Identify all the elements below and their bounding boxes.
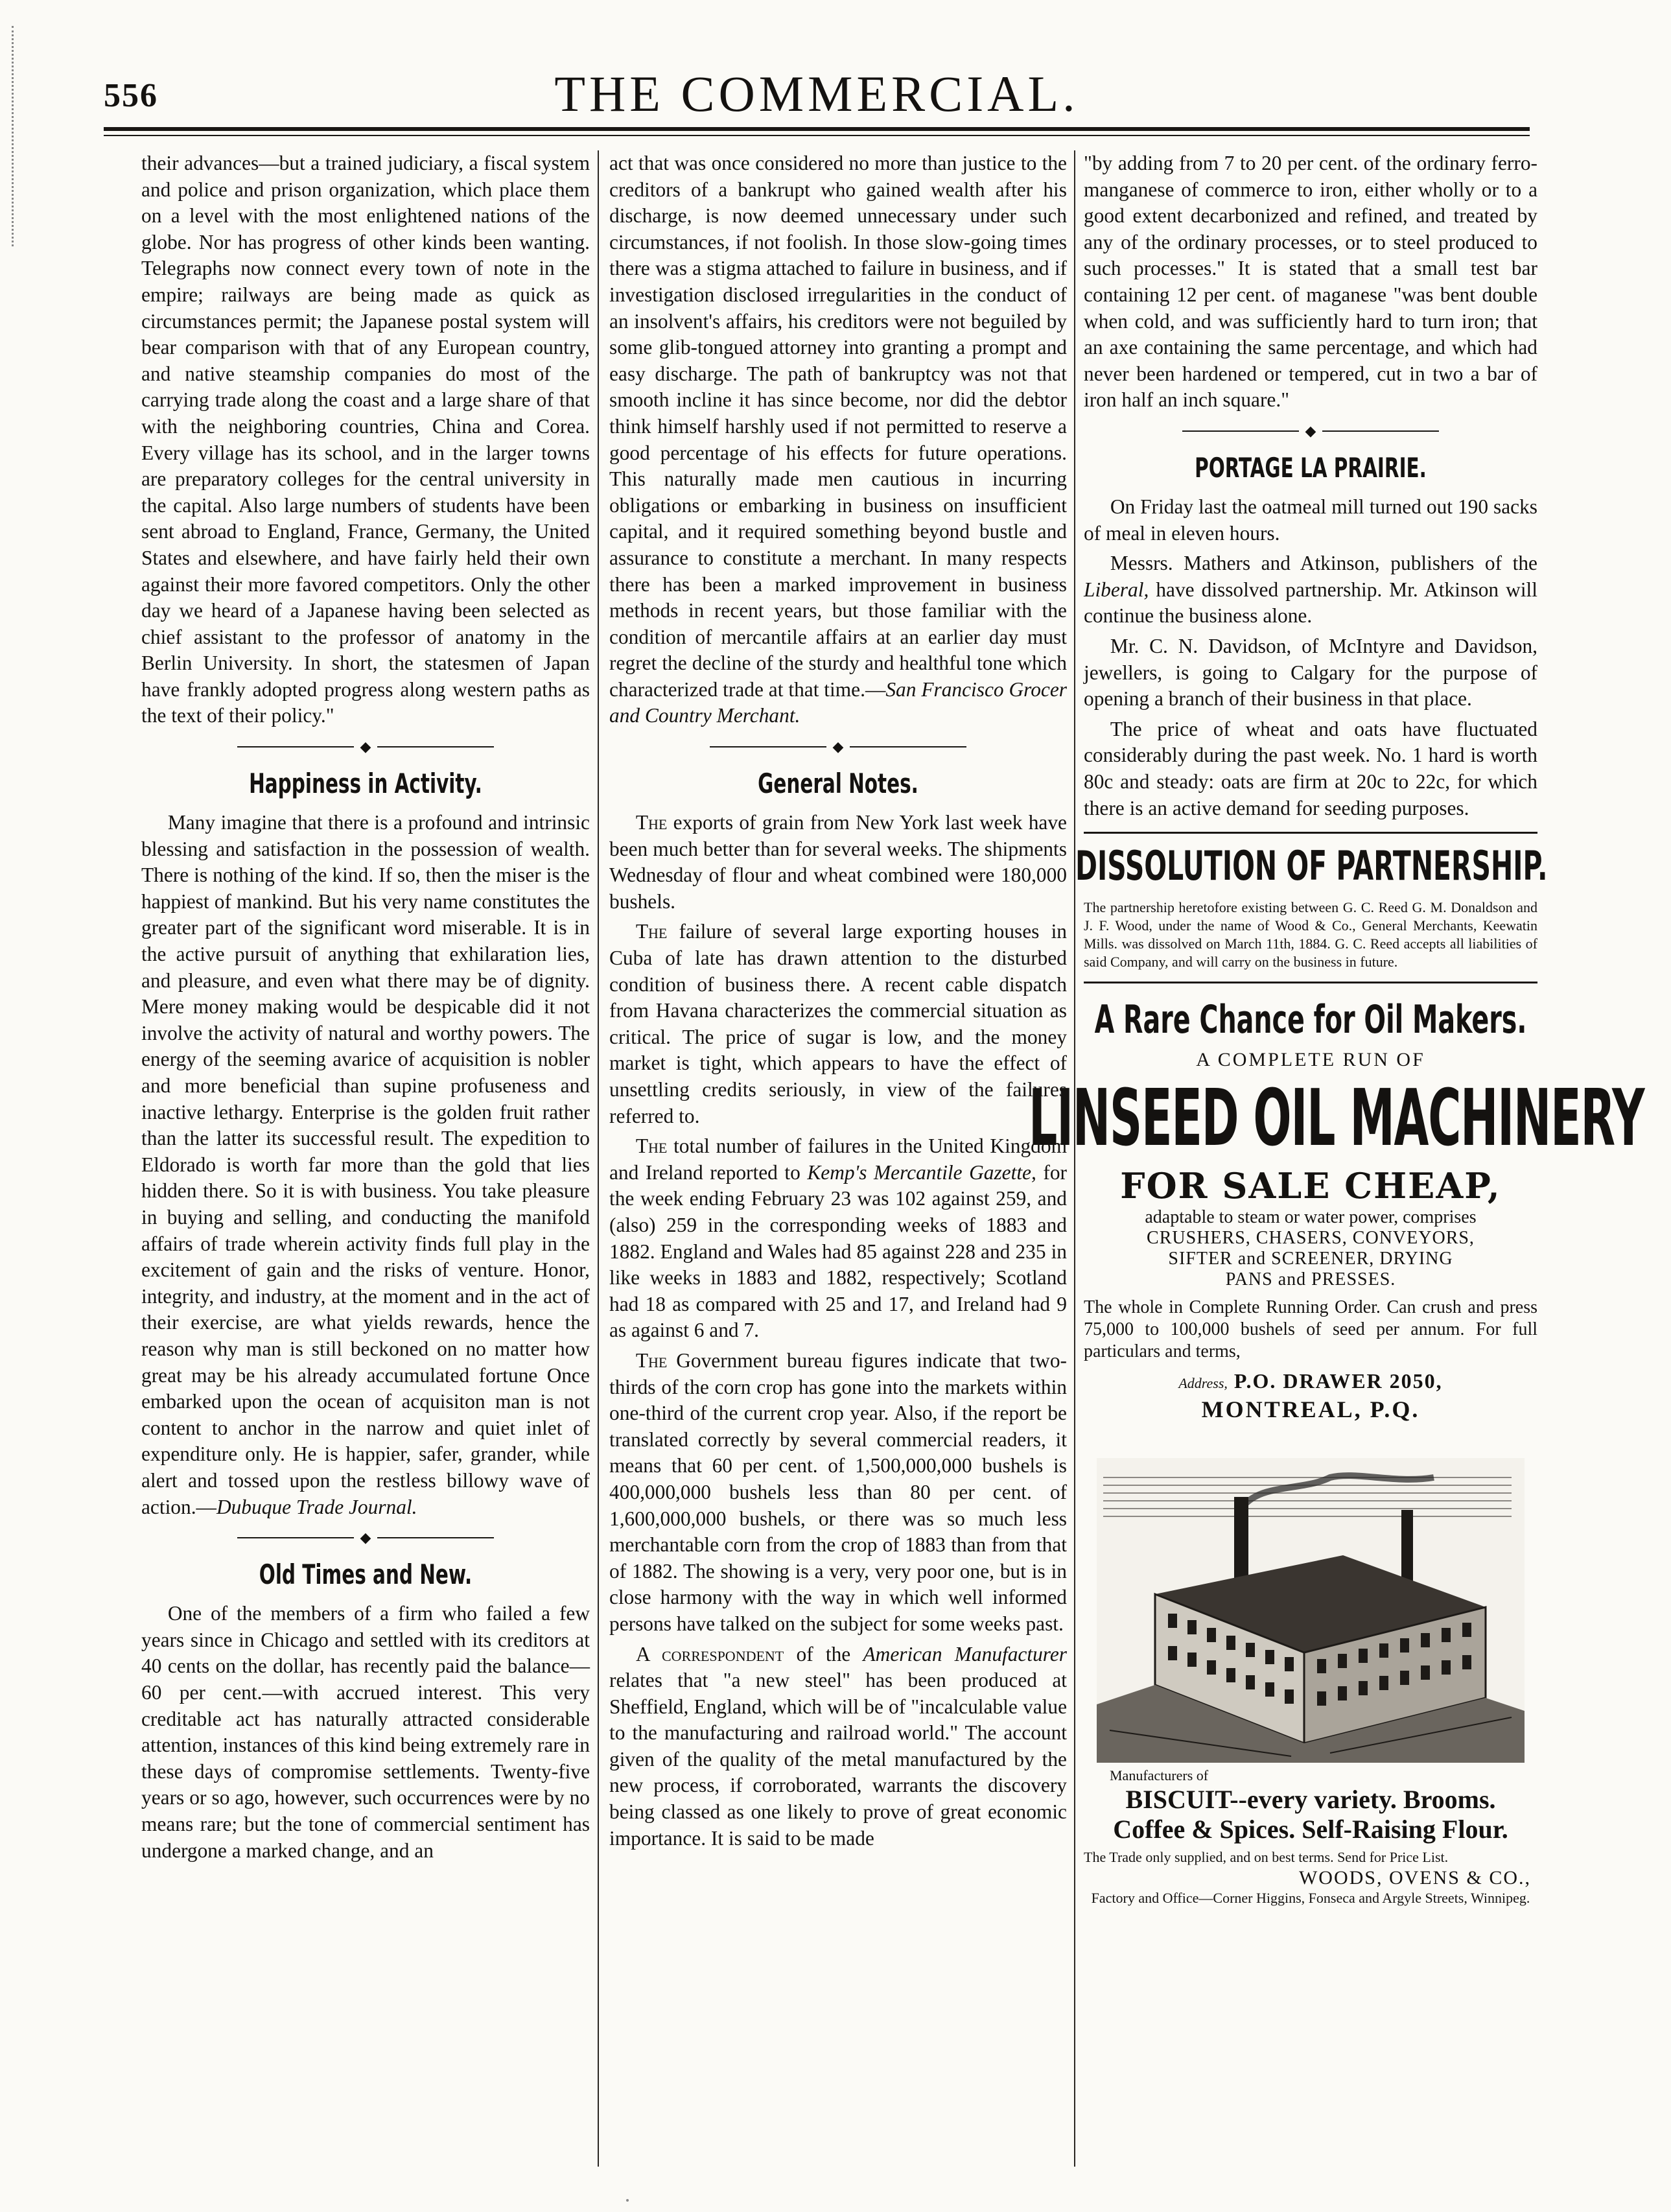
portage-item-4: The price of wheat and oats have fluctuated considerably during the past week. No. 1 hard is worth 80c and steady: oats are firm at 20c to 22c, for which there is an active demand for seeding purposes. [1084,717,1537,819]
steel-continuation: "by adding from 7 to 20 per cent. of the ordinary ferro-manganese of commerce to iron, either wholly or to a good extent decarbonized and refined, and treated by any of the ordinary processes, or to steel produced to such processes." It is stated that a small test bar containing 12 per cent. of maganese "was bent double when cold, and was sufficiently hard to turn iron; that an axe containing the same percentage, and which had never been hardened or tempered, cut in two a bar of iron half an inch square." [1084,152,1537,412]
ad-display-line: LINSEED OIL MACHINERY [1029,1073,1644,1164]
ad-list-line: SIFTER and SCREENER, DRYING [1168,1248,1453,1269]
ad-product-line: Coffee & Spices. Self-Raising Flour. [1113,1814,1508,1844]
ad-sale-line: FOR SALE CHEAP, [1120,1164,1501,1206]
scan-dot [626,2199,629,2202]
section-ornament: ◆ [609,736,1067,757]
article-body-old-times: One of the members of a firm who failed a few years since in Chicago and settled with its creditors at 40 cents on the dollar, has recently paid the balance—60 per cent.—with accrued interest. This very creditable act has naturally attracted considerable attention, instances of this kind being extremely rare in these days of compromise settlements. Twenty-five years or so ago, however, such occurrences were by no means rare; but the tone of commercial sentiment has undergone a marked change, and an [141,1602,590,1862]
general-note-2: The failure of several large exporting houses in Cuba of late has drawn attention to the disturbed condition of business there. A recent cable dispatch from Havana characterizes the commercial situation as critical. The price of sugar is low, and the money market is tight, which appears to have the effect of unsettling credits seriously, in view of the failures referred to. [609,920,1067,1127]
factory-engraving [1097,1458,1525,1763]
scan-margin-marks [12,26,16,246]
ad-firm-address: Factory and Office—Corner Higgins, Fonseca and Argyle Streets, Winnipeg. [1091,1889,1530,1906]
ad-terms: The Trade only supplied, and on best terms. Send for Price List. [1084,1848,1449,1865]
ad-body: adaptable to steam or water power, comprises [1145,1206,1477,1227]
article-source: San Francisco Grocer and Country Merchant. [609,677,1067,727]
ad-list-line: PANS and PRESSES. [1225,1269,1396,1289]
article-heading-happiness: Happiness in Activity. [249,768,482,800]
ad-list-line: CRUSHERS, CHASERS, CONVEYORS, [1147,1227,1475,1248]
article-heading-portage: PORTAGE LA PRAIRIE. [1195,451,1427,484]
portage-item-1: On Friday last the oatmeal mill turned out 190 sacks of meal in eleven hours. [1084,495,1537,545]
ad-manufacturers-label: Manufacturers of [1110,1767,1209,1783]
masthead [104,65,1530,123]
article-body-happiness: Many imagine that there is a profound and intrinsic blessing and satisfaction in the possession of wealth. There is nothing of the kind. If so, then the miser is the happiest of mankind. But his very name constitutes the greater part of the significant word miserable. It is in the active pursuit of anything that exhilaration lies, and pleasure, and even what there may be of dignity. Mere money making would be despicable did it not involve the activity of natural and worthy powers. The energy of the seeming avarice of acquisition is nobler and more beneficial than supine profuseness and inactive lethargy. Enterprise is the golden fruit rather than the latter its successful result. The expedition to Eldorado is worth far more than the gold that lies hidden there. So it is with business. You take pleasure in buying and selling, and conducting the manifold affairs of trade wherein activity finds full play in the excitement of gain and the risks of venture. Honor, integrity, and industry, at the moment and in the act of their exercise, are what yields rewards, hence the reason why man is still beckoned on no matter how great may be his already accumulated fortune Once embarked upon the ocean of acquisiton man is not content to anchor in the narrow and quiet inlet of expenditure only. He is happier, safer, grander, while alert and tossed upon the restless billowy wave of action.—Dubuque Trade Journal. [141,811,590,1518]
ad-address: Address, P.O. DRAWER 2050, [1178,1369,1443,1393]
ad-product-line: BISCUIT--every variety. Brooms. [1125,1784,1496,1814]
old-times-continuation: act that was once considered no more than justice to the creditors of a bankrupt who gained wealth after his discharge, is now deemed unnecessary under such circumstances, if not foolish. In those slow-going times there was a stigma attached to failure in business, and if investigation disclosed irregularities in the conduct of an insolvent's affairs, his creditors were not beguiled by some glib-tongued attorney into granting a prompt and easy discharge. The path of bankruptcy was not that smooth incline it has since become, nor did the debtor think himself harshly used if not permitted to reserve a good percentage of his effects for future operations. This naturally made men cautious in incurring obligations or embarking in business on insufficient capital, and it required something beyond bustle and assurance to constitute a merchant. In many respects there has been a marked improvement in business methods in recent years, but those familiar with the condition of mercantile affairs at an earlier day must regret the decline of the sturdy and healthful tone which characterized trade at that time.—San Francisco Grocer and Country Merchant. [609,152,1067,727]
ad-firm-name: WOODS, OVENS & CO., [1298,1866,1531,1888]
portage-item-3: Mr. C. N. Davidson, of McIntyre and Davidson, jewellers, is going to Calgary for the purpose of opening a branch of their business in that place. [1084,634,1537,711]
ad-body: The whole in Complete Running Order. Can crush and press 75,000 to 100,000 bushels of seed per annum. For full particulars and terms, [1084,1297,1537,1361]
general-note-5: A correspondent of the American Manufacturer relates that "a new steel" has been produced at Sheffield, England, which will be of "incalculable value to the manufacturing and railroad world." The account given of the quality of the metal manufactured by the new process, if corroborated, warrants the discovery being classed as one likely to prove of great economic importance. It is said to be made [609,1642,1067,1850]
ad-headline: DISSOLUTION OF PARTNERSHIP. [1075,842,1548,890]
ad-headline: A Rare Chance for Oil Makers. [1094,997,1527,1043]
article-heading-general-notes: General Notes. [758,768,918,800]
section-ornament: ◆ [141,1527,590,1547]
article-heading-old-times: Old Times and New. [259,1559,473,1591]
column-2 [609,150,1067,2167]
page-number: 556 [104,77,158,114]
masthead-rule-thick [104,127,1530,131]
column-3 [1029,150,1644,2167]
ad-city: MONTREAL, P.Q. [1201,1396,1420,1423]
column-1 [141,150,590,2167]
ad-notice: The partnership heretofore existing between G. C. Reed G. M. Donaldson and J. F. Wood, under the name of Wood & Co., General Merchants, Keewatin Mills. was dissolved on March 11th, 1884. G. C. Reed accepts all liabilities of said Company, and will carry on the business in future. [1084,899,1537,971]
general-note-3: The total number of failures in the United Kingdom and Ireland reported to Kemp's Mercantile Gazette, for the week ending February 23 was 102 against 259, and (also) 259 in the corresponding weeks of 1883 and 1882. England and Wales had 85 against 228 and 235 in like weeks in 1883 and 1882, respectively; Scotland had 18 as compared with 25 and 17, and Ireland had 9 as against 6 and 7. [609,1135,1067,1342]
advertisement-oil-machinery [1029,982,1644,1423]
portage-item-2: Messrs. Mathers and Atkinson, publishers of the Liberal, have dissolved partnership. Mr. Atkinson will continue the business alone. [1084,552,1537,628]
section-ornament: ◆ [1084,420,1537,441]
general-note-1: The exports of grain from New York last week have been much better than for several weeks. The shipments Wednesday of flour and wheat combined were 180,000 bushels. [609,811,1067,913]
advertisement-woods-ovens [1084,1433,1537,1907]
japan-article-continuation: their advances—but a trained judiciary, a fiscal system and police and prison organization, which place them on a level with the most enlightened nations of the globe. Nor has progress of other kinds been wanting. Telegraphs now connect every town of note in the empire; railways are being made as quick as circumstances permit; the Japanese postal system will bear comparison with that of any European country, and native steamship companies do most of the carrying trade along the coast and a large share of that with the neighboring countries, China and Corea. Every village has its school, and in the larger towns are preparatory colleges for the central university in the capital. Also large numbers of students have been sent abroad to England, France, Germany, the United States and elsewhere, and have fairly held their own against their more favored competitors. Only the other day we heard of a Japanese having been selected as chief assistant to the professor of anatomy in the Berlin University. In short, the statesmen of Japan have frankly adopted progress along western paths as the text of their policy." [141,152,590,727]
advertisement-dissolution [1075,832,1548,971]
ad-subheading: A COMPLETE RUN OF [1196,1049,1425,1071]
column-rule-1 [598,150,599,2167]
article-source: Dubuque Trade Journal. [216,1495,417,1518]
masthead-rule-thin [104,135,1530,136]
general-note-4: The Government bureau figures indicate that two-thirds of the corn crop has gone into the markets within one-third of the current crop year. Also, if the report be translated correctly by several commercial readers, it means that 60 per cent. of 1,500,000,000 bushels is 400,000,000 bushels less than 80 per cent. of 1,600,000,000 bushels, or there was so much less merchantable corn from the crop of 1883 than from that of 1882. The showing is a very, very poor one, but is in close harmony with the way in which well informed persons have talked on the subject for some weeks past. [609,1348,1067,1635]
running-title: THE COMMERCIAL. [554,65,1079,122]
section-ornament: ◆ [141,736,590,757]
